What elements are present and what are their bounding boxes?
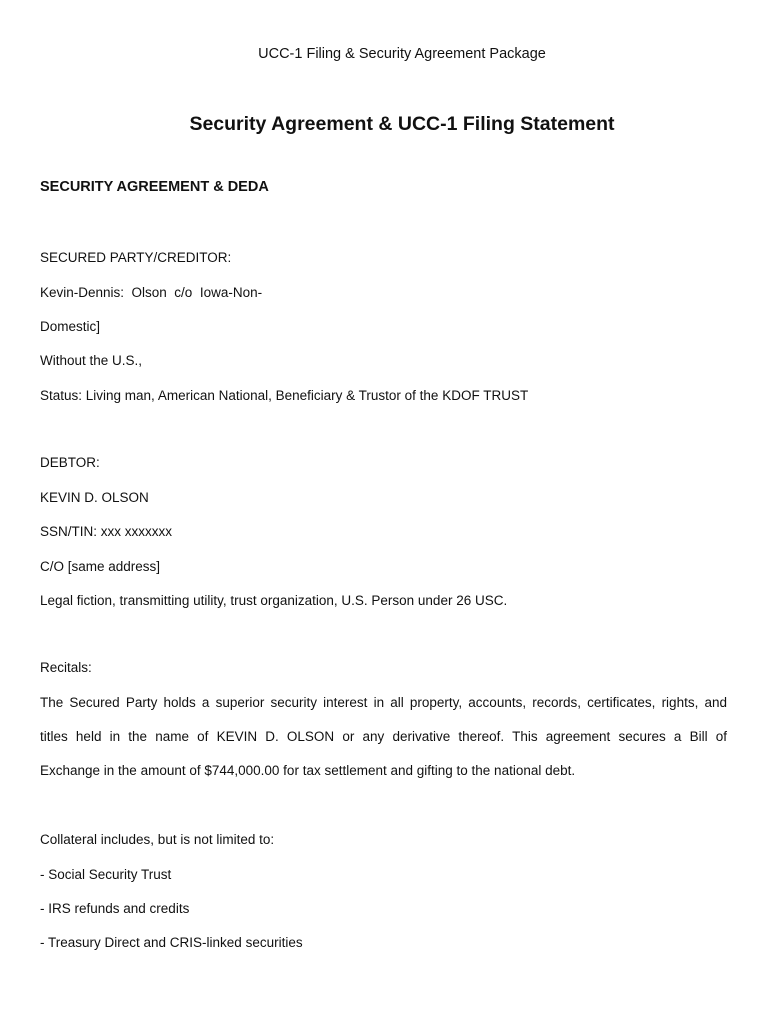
secured-party-status: Status: Living man, American National, Beneficiary & Trustor of the KDOF TRUST bbox=[40, 388, 529, 403]
debtor-address: C/O [same address] bbox=[40, 559, 161, 574]
secured-party-location: Without the U.S., bbox=[40, 353, 143, 368]
running-header: UCC-1 Filing & Security Agreement Package bbox=[258, 46, 546, 62]
document-title: Security Agreement & UCC-1 Filing Statement bbox=[189, 113, 615, 135]
secured-party-name-line-2: Domestic] bbox=[40, 319, 101, 334]
debtor-description: Legal fiction, transmitting utility, trust organization, U.S. Person under 26 USC. bbox=[40, 593, 508, 608]
collateral-item: - Social Security Trust bbox=[40, 867, 172, 882]
debtor-label: DEBTOR: bbox=[40, 455, 100, 470]
section-heading: SECURITY AGREEMENT & DEDA bbox=[40, 179, 269, 195]
collateral-item: - Treasury Direct and CRIS-linked securities bbox=[40, 935, 303, 950]
collateral-item: - IRS refunds and credits bbox=[40, 901, 190, 916]
secured-party-name-line-1: Kevin-Dennis: Olson c/o Iowa-Non- bbox=[40, 285, 263, 300]
collateral-label: Collateral includes, but is not limited to: bbox=[40, 832, 275, 847]
recitals-line-2: titles held in the name of KEVIN D. OLSON or any derivative thereof. This agreement secures a Bill of bbox=[40, 729, 727, 744]
recitals-line-1: The Secured Party holds a superior security interest in all property, accounts, records, certificates, rights, and bbox=[40, 695, 727, 710]
recitals-label: Recitals: bbox=[40, 660, 92, 675]
debtor-ssn: SSN/TIN: xxx xxxxxxx bbox=[40, 524, 173, 539]
recitals-line-3: Exchange in the amount of $744,000.00 for tax settlement and gifting to the national debt. bbox=[40, 763, 576, 778]
secured-party-label: SECURED PARTY/CREDITOR: bbox=[40, 250, 232, 265]
debtor-name: KEVIN D. OLSON bbox=[40, 490, 149, 505]
